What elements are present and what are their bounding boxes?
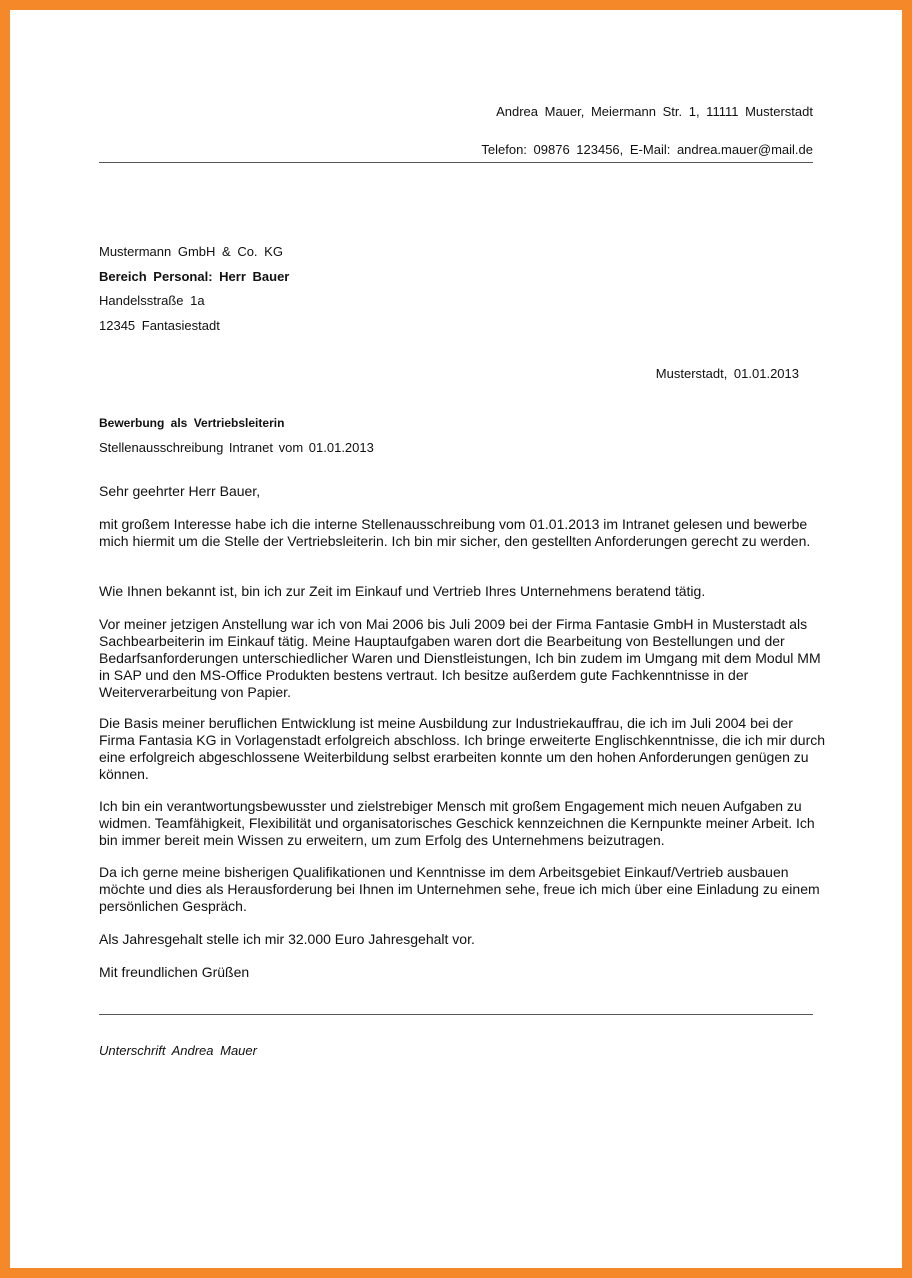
signature-caption: Unterschrift Andrea Mauer — [99, 1043, 257, 1058]
body-paragraph: Als Jahresgehalt stelle ich mir 32.000 Euro Jahresgehalt vor. — [99, 931, 475, 947]
body-paragraph: Die Basis meiner beruflichen Entwicklung ist meine Ausbildung zur Industriekauffrau, die ich im Juli 2004 bei der Firma Fantasia KG in Vorlagenstadt erfolgreich abschloss. Ich bringe erweiterte Englischkenntnisse, die ich mir durch eine erfolgreich abgeschlossene Weiterbildung selbst erarbeiten konnte um den hohen Anforderungen genügen zu können. — [99, 715, 826, 782]
sender-contact: Telefon: 09876 123456, E-Mail: andrea.mauer@mail.de — [481, 142, 813, 157]
closing-phrase: Mit freundlichen Grüßen — [99, 964, 250, 980]
body-paragraph: Vor meiner jetzigen Anstellung war ich von Mai 2006 bis Juli 2009 bei der Firma Fantasie GmbH in Musterstadt als Sachbearbeiterin im Einkauf tätig. Meine Hauptaufgaben waren dort die Bearbeitung von Bestellungen und der Bedarfsanforderungen unterschiedlicher Waren und Dienstleistungen, Ich bin zudem im Umgang mit dem Modul MM in SAP und den MS-Office Produkten bestens vertraut. Ich besitze außerdem gute Fachkenntnisse in der Weiterverarbeitung von Papier. — [99, 616, 821, 700]
body-paragraph: Ich bin ein verantwortungsbewusster und zielstrebiger Mensch mit großem Engagement mich neuen Aufgaben zu widmen. Teamfähigkeit, Flexibilität und organisatorisches Geschick kennzeichnen die Kernpunkte meiner Arbeit. Ich bin immer bereit mein Wissen zu erweitern, um zum Erfolg des Unternehmens beizutragen. — [99, 798, 815, 848]
letter-subject: Bewerbung als Vertriebsleiterin — [99, 416, 285, 430]
salutation: Sehr geehrter Herr Bauer, — [99, 483, 261, 499]
recipient-company: Mustermann GmbH & Co. KG — [99, 244, 283, 259]
body-paragraph: Da ich gerne meine bisherigen Qualifikationen und Kenntnisse im dem Arbeitsgebiet Einkauf/Vertrieb ausbauen möchte und dies als Herausforderung bei Ihnen im Unternehmen sehe, freue ich mich über eine Einladung zu einem persönlichen Gespräch. — [99, 864, 820, 914]
sender-address: Andrea Mauer, Meiermann Str. 1, 11111 Musterstadt — [496, 104, 813, 119]
date-line: Musterstadt, 01.01.2013 — [655, 366, 799, 381]
recipient-department: Bereich Personal: Herr Bauer — [99, 269, 290, 284]
body-paragraph: mit großem Interesse habe ich die interne Stellenausschreibung vom 01.01.2013 im Intranet gelesen und bewerbe mich hiermit um die Stelle der Vertriebsleiterin. Ich bin mir sicher, den gestellten Anforderungen gerecht zu werden. — [99, 516, 811, 549]
body-paragraph: Wie Ihnen bekannt ist, bin ich zur Zeit im Einkauf und Vertrieb Ihres Unternehmens beratend tätig. — [99, 583, 706, 599]
letter-subject-subline: Stellenausschreibung Intranet vom 01.01.2013 — [99, 440, 374, 455]
recipient-street: Handelsstraße 1a — [99, 293, 205, 308]
signature-line — [99, 1014, 813, 1015]
recipient-city: 12345 Fantasiestadt — [99, 318, 220, 333]
header-divider — [99, 162, 813, 163]
